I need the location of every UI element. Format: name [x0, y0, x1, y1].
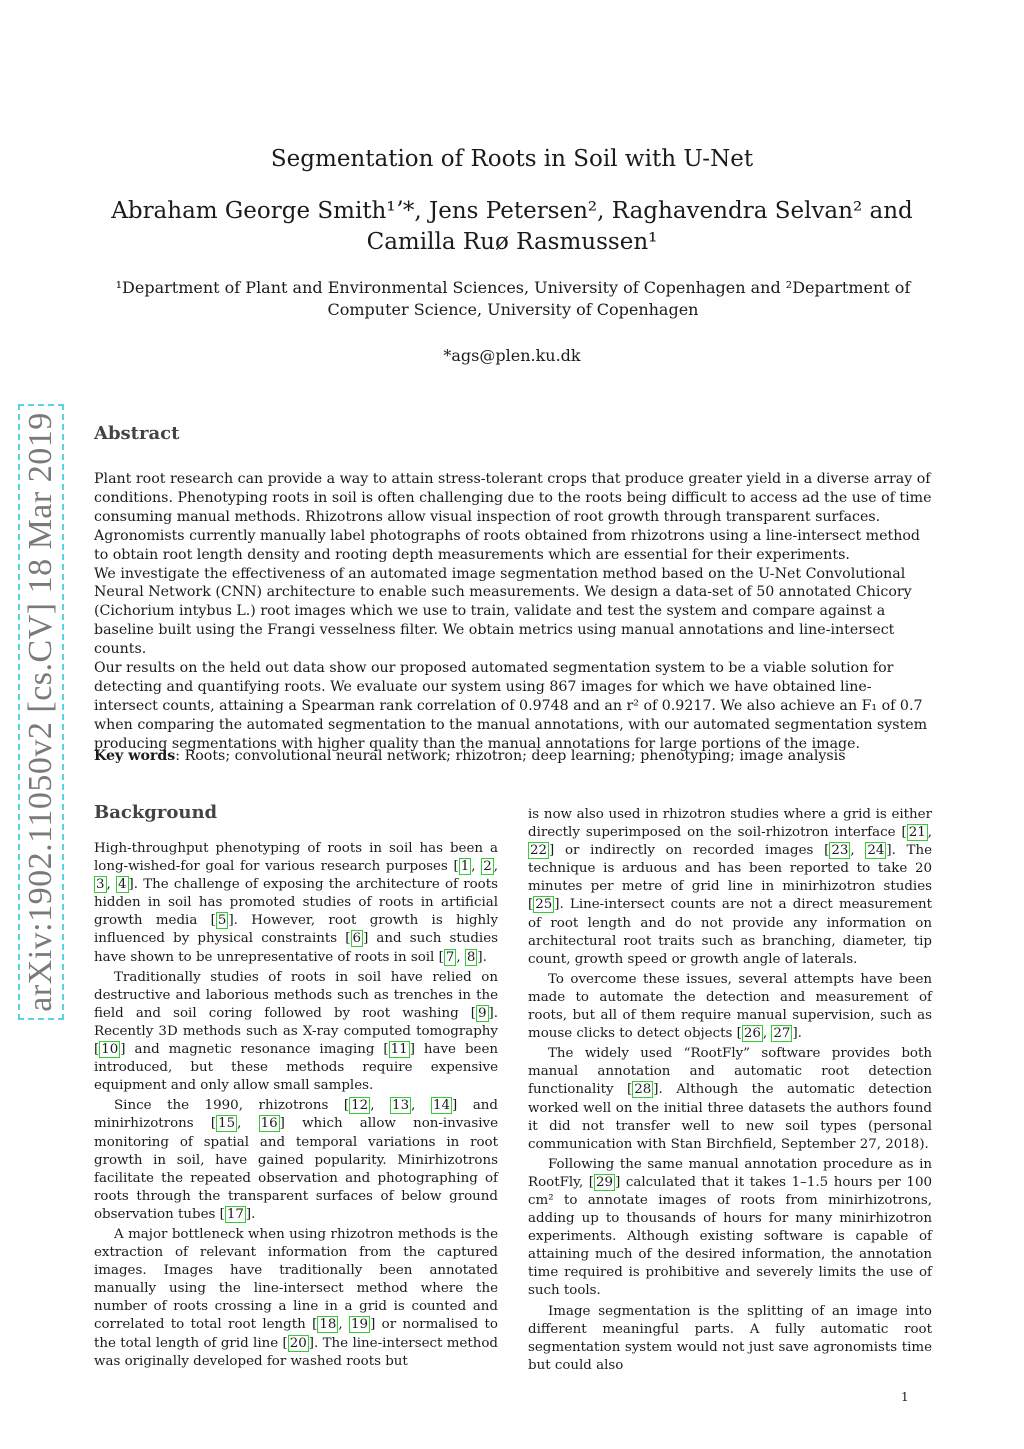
body-paragraph	[528, 971, 932, 1043]
citation-link[interactable]: 10	[101, 1042, 119, 1058]
citation-link[interactable]: 29	[596, 1174, 614, 1190]
body-paragraph	[94, 1097, 498, 1224]
body-text: is now also used in rhizotron studies where a grid is either directly superimposed on the soil-rhizotron interface [	[528, 807, 932, 841]
body-text: High-throughput phenotyping of roots in soil has been a long-wished-for goal for various research purposes [	[94, 841, 498, 875]
body-text: ].	[245, 1206, 256, 1222]
arxiv-stamp	[18, 404, 64, 1020]
body-text: ,	[927, 825, 932, 841]
citation-link[interactable]: 26	[743, 1026, 761, 1042]
body-text: ] calculated that it takes 1–1.5 hours per 100 cm² to annotate images of roots from minirhizotrons, adding up to thousands of hours for many minirhizotron experiments. Although existing software is capable of attaining much of the desired information, the annotation time required is prohibitive and severely limits the use of such tools.	[528, 1174, 932, 1299]
email: *ags@plen.ku.dk	[443, 346, 581, 365]
abstract-paragraph: We investigate the effectiveness of an automated image segmentation method based on the U-Net Convolutional Neural Network (CNN) architecture to enable such measurements. We design a data-set of 50 annotated Chicory (Cichorium intybus L.) root images which we use to train, validate and test the system and compare against a baseline built using the Frangi vesselness filter. We obtain metrics using manual annotations and line-intersect counts.	[94, 565, 912, 658]
body-paragraph	[528, 806, 932, 969]
citation-link[interactable]: 19	[351, 1317, 369, 1333]
abstract-body	[94, 470, 934, 754]
body-text: ]. The challenge of exposing the architecture of roots hidden in soil has promoted studies of roots in artificial growth media [	[94, 877, 498, 929]
citation-link[interactable]: 1	[460, 859, 470, 875]
body-text: ].	[792, 1026, 802, 1042]
authors-line-2: Camilla Ruø Rasmussen¹	[366, 229, 658, 255]
body-text: ]. Although the automatic detection worked well on the initial three datasets the authors found it did not transfer well to new soil types (personal communication with Stan Birchfield, September 27, 2018).	[528, 1082, 932, 1152]
background-left-column	[94, 840, 498, 1373]
body-text: ] and such studies have shown to be unrepresentative of roots in soil [	[94, 931, 498, 965]
body-text: Traditionally studies of roots in soil have relied on destructive and laborious methods such as trenches in the field and soil coring followed by root washing [	[94, 969, 498, 1021]
body-text: The widely used “RootFly” software provides both manual annotation and automatic root detection functionality [	[528, 1046, 932, 1098]
citation-link[interactable]: 9	[477, 1005, 487, 1021]
citation-link[interactable]: 28	[634, 1082, 652, 1098]
citation-link[interactable]: 17	[226, 1206, 244, 1222]
body-text: Since the 1990, rhizotrons [	[114, 1098, 350, 1114]
paper-title: Segmentation of Roots in Soil with U-Net	[270, 146, 754, 172]
authors	[0, 196, 1024, 258]
body-paragraph	[94, 1226, 498, 1371]
citation-link[interactable]: 15	[218, 1116, 236, 1132]
body-text: ]. Recently 3D methods such as X-ray computed tomography [	[94, 1005, 498, 1058]
citation-link[interactable]: 24	[867, 843, 885, 859]
body-text: ,	[106, 877, 116, 893]
citation-link[interactable]: 21	[908, 825, 926, 841]
citation-link[interactable]: 8	[466, 949, 476, 965]
citation-link[interactable]: 25	[535, 897, 553, 913]
citation-link[interactable]: 2	[483, 859, 492, 875]
body-text: ].	[477, 949, 487, 965]
citation-link[interactable]: 5	[217, 913, 227, 929]
body-text: ,	[762, 1026, 772, 1042]
body-paragraph	[528, 1303, 932, 1375]
citation-link[interactable]: 3	[96, 877, 105, 893]
body-paragraph	[94, 969, 498, 1096]
arxiv-stamp-text: arXiv:1902.11050v2 [cs.CV] 18 Mar 2019	[22, 412, 59, 1012]
citation-link[interactable]: 11	[390, 1042, 408, 1058]
abstract-paragraph: Our results on the held out data show our proposed automated segmentation system to be a viable solution for detecting and quantifying roots. We evaluate our system using 867 images for which we have obtained line-intersect counts, attaining a Spearman rank correlation of 0.9748 and an r² of 0.9217. We also achieve an F₁ of 0.7 when comparing the automated segmentation to the manual annotations, with our automated segmentation system producing segmentations with higher quality than the manual annotations for large portions of the image.	[94, 660, 928, 752]
body-text: Image segmentation is the splitting of an image into different meaningful parts. A fully automatic root segmentation system would not just save agronomists time but could also	[528, 1303, 932, 1373]
body-text: A major bottleneck when using rhizotron methods is the extraction of relevant information from the captured images. Images have traditionally been annotated manually using the line-intersect method where the number of roots crossing a line in a grid is counted and correlated to total root length [	[94, 1226, 498, 1333]
body-text: ] and magnetic resonance imaging [	[120, 1042, 389, 1058]
citation-link[interactable]: 27	[773, 1026, 791, 1042]
citation-link[interactable]: 22	[530, 843, 548, 859]
body-text: ] which allow non-invasive monitoring of spatial and temporal variations in root growth in soil, have gained popularity. Minirhizotrons facilitate the repeated observation and photographing of roots through the transparent surfaces of below ground observation tubes [	[94, 1116, 498, 1222]
body-text: ] have been introduced, but these methods require expensive equipment and only allow small samples.	[94, 1042, 498, 1094]
body-text: ]. The line-intersect method was originally developed for washed roots but	[94, 1335, 498, 1369]
abstract-paragraph: Plant root research can provide a way to attain stress-tolerant crops that produce greater yield in a diverse array of conditions. Phenotyping roots in soil is often challenging due to the roots being difficult to access ad the use of time consuming manual methods. Rhizotrons allow visual inspection of root growth through transparent surfaces. Agronomists currently manually label photographs of roots obtained from rhizotrons using a line-intersect method to obtain root length density and rooting depth measurements which are essential for their experiments.	[94, 471, 932, 563]
body-paragraph	[528, 1045, 932, 1154]
body-text: ]. However, root growth is highly influenced by physical constraints [	[94, 913, 499, 947]
body-text: ,	[237, 1116, 259, 1132]
body-text: ,	[493, 859, 498, 875]
body-text: ,	[471, 859, 482, 875]
body-text: ,	[411, 1098, 431, 1114]
body-text: ,	[370, 1098, 391, 1114]
authors-line-1: Abraham George Smith¹ʼ*, Jens Petersen², Raghavendra Selvan² and	[111, 198, 913, 224]
body-text: Following the same manual annotation procedure as in RootFly, [	[528, 1156, 932, 1190]
background-heading: Background	[94, 802, 218, 823]
citation-link[interactable]: 14	[432, 1098, 450, 1114]
body-text: ,	[850, 843, 866, 859]
body-paragraph	[528, 1156, 932, 1301]
body-text: ] and minirhizotrons [	[94, 1098, 498, 1132]
citation-link[interactable]: 12	[351, 1098, 369, 1114]
page-number: 1	[901, 1390, 909, 1404]
body-text: ] or indirectly on recorded images [	[549, 843, 830, 859]
abstract-heading: Abstract	[94, 423, 180, 444]
citation-link[interactable]: 20	[289, 1335, 307, 1351]
citation-link[interactable]: 7	[445, 949, 455, 965]
keywords-text: : Roots; convolutional neural network; rhizotron; deep learning; phenotyping; image analysis	[175, 748, 846, 764]
background-right-column	[528, 806, 932, 1377]
body-text: ]. The technique is arduous and has been reported to take 20 minutes per metre of grid line in minirhizotron studies [	[528, 843, 933, 913]
body-text: ] or normalised to the total length of grid line [	[94, 1317, 498, 1351]
affiliation: ¹Department of Plant and Environmental Sciences, University of Copenhagen and ²Department of Computer Science, University of Copenhagen	[115, 278, 911, 319]
citation-link[interactable]: 4	[118, 877, 127, 893]
citation-link[interactable]: 18	[319, 1317, 337, 1333]
body-text: To overcome these issues, several attempts have been made to automate the detection and measurement of roots, but all of them require manual supervision, such as mouse clicks to detect objects [	[528, 971, 932, 1042]
body-paragraph	[94, 840, 498, 967]
citation-link[interactable]: 6	[352, 931, 362, 947]
body-text: ,	[338, 1317, 350, 1333]
keywords-label: Key words	[94, 748, 176, 764]
body-text: ]. Line-intersect counts are not a direct measurement of root length and do not provide any information on architectural root traits such as branching, diameter, tip count, growth speed or growth angle of laterals.	[528, 897, 932, 967]
citation-link[interactable]: 16	[260, 1116, 278, 1132]
body-text: ,	[456, 949, 465, 965]
citation-link[interactable]: 13	[392, 1098, 410, 1114]
keywords	[94, 747, 934, 766]
citation-link[interactable]: 23	[831, 843, 849, 859]
